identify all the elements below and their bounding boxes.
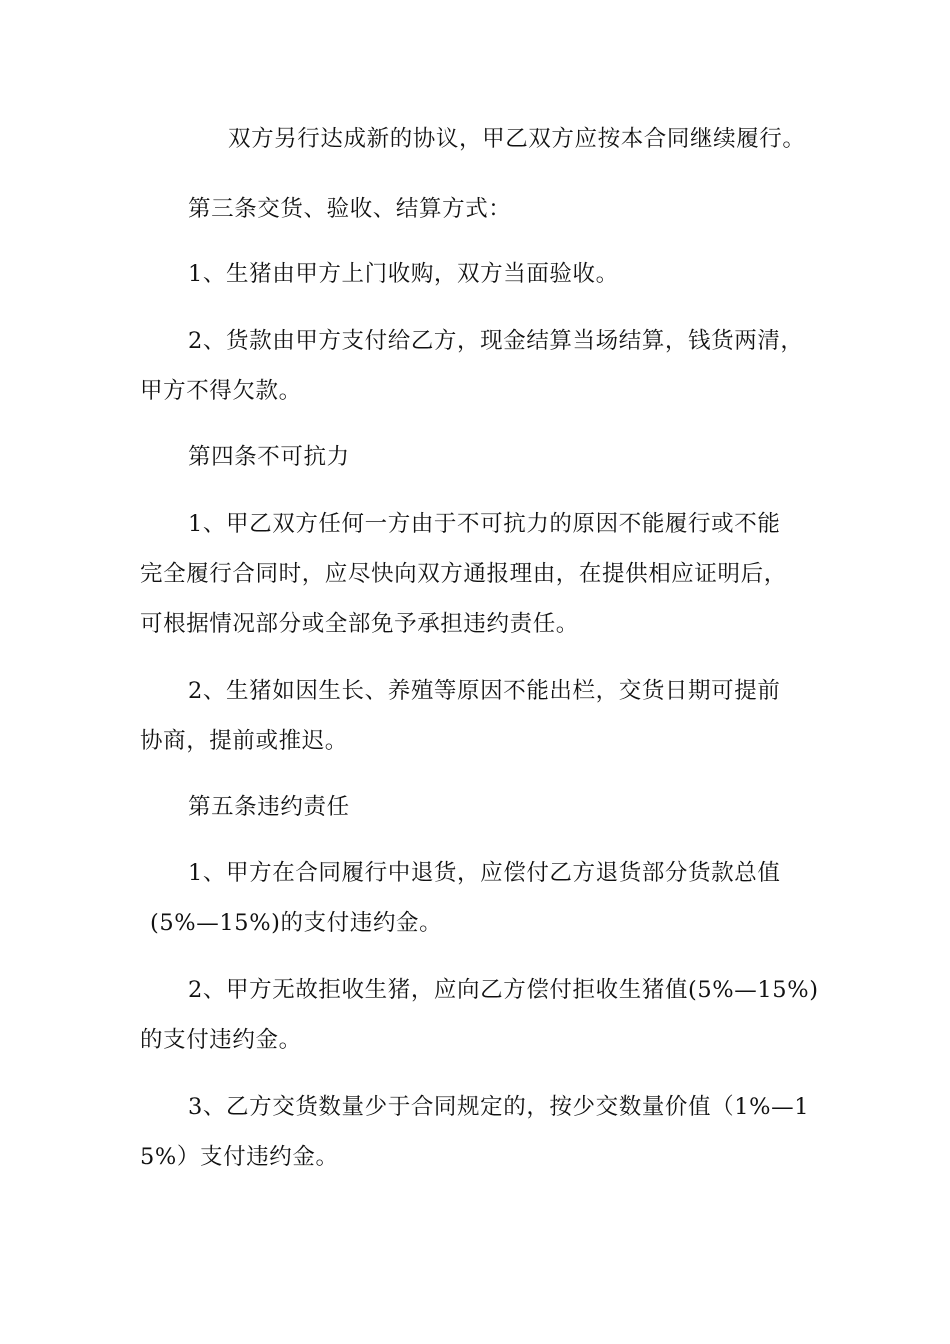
paragraph-line: 的支付违约金。 xyxy=(140,1027,302,1053)
paragraph-line: 1、甲乙双方任何一方由于不可抗力的原因不能履行或不能 xyxy=(188,511,781,537)
paragraph-line: 可根据情况部分或全部免予承担违约责任。 xyxy=(140,611,579,637)
paragraph-line: 2、货款由甲方支付给乙方，现金结算当场结算，钱货两清， xyxy=(188,328,804,354)
paragraph-line: 3、乙方交货数量少于合同规定的，按少交数量价值（1%—1 xyxy=(188,1094,810,1120)
paragraph-line: 1、生猪由甲方上门收购，双方当面验收。 xyxy=(188,261,619,287)
paragraph-line: 2、甲方无故拒收生猪，应向乙方偿付拒收生猪值(5%—15%) xyxy=(188,977,819,1003)
section-heading: 第四条不可抗力 xyxy=(188,444,350,470)
paragraph-line: 1、甲方在合同履行中退货，应偿付乙方退货部分货款总值 xyxy=(188,860,781,886)
paragraph-line: 完全履行合同时，应尽快向双方通报理由，在提供相应证明后， xyxy=(140,561,787,587)
section-heading: 第五条违约责任 xyxy=(188,794,350,820)
paragraph-line: 甲方不得欠款。 xyxy=(140,378,302,404)
paragraph-line: 5%）支付违约金。 xyxy=(140,1144,339,1170)
paragraph-line: (5%—15%)的支付违约金。 xyxy=(150,910,443,936)
paragraph-line: 双方另行达成新的协议，甲乙双方应按本合同继续履行。 xyxy=(228,126,806,152)
paragraph-line: 协商，提前或推迟。 xyxy=(140,728,348,754)
paragraph-line: 2、生猪如因生长、养殖等原因不能出栏，交货日期可提前 xyxy=(188,678,781,704)
section-heading: 第三条交货、验收、结算方式： xyxy=(188,196,512,222)
